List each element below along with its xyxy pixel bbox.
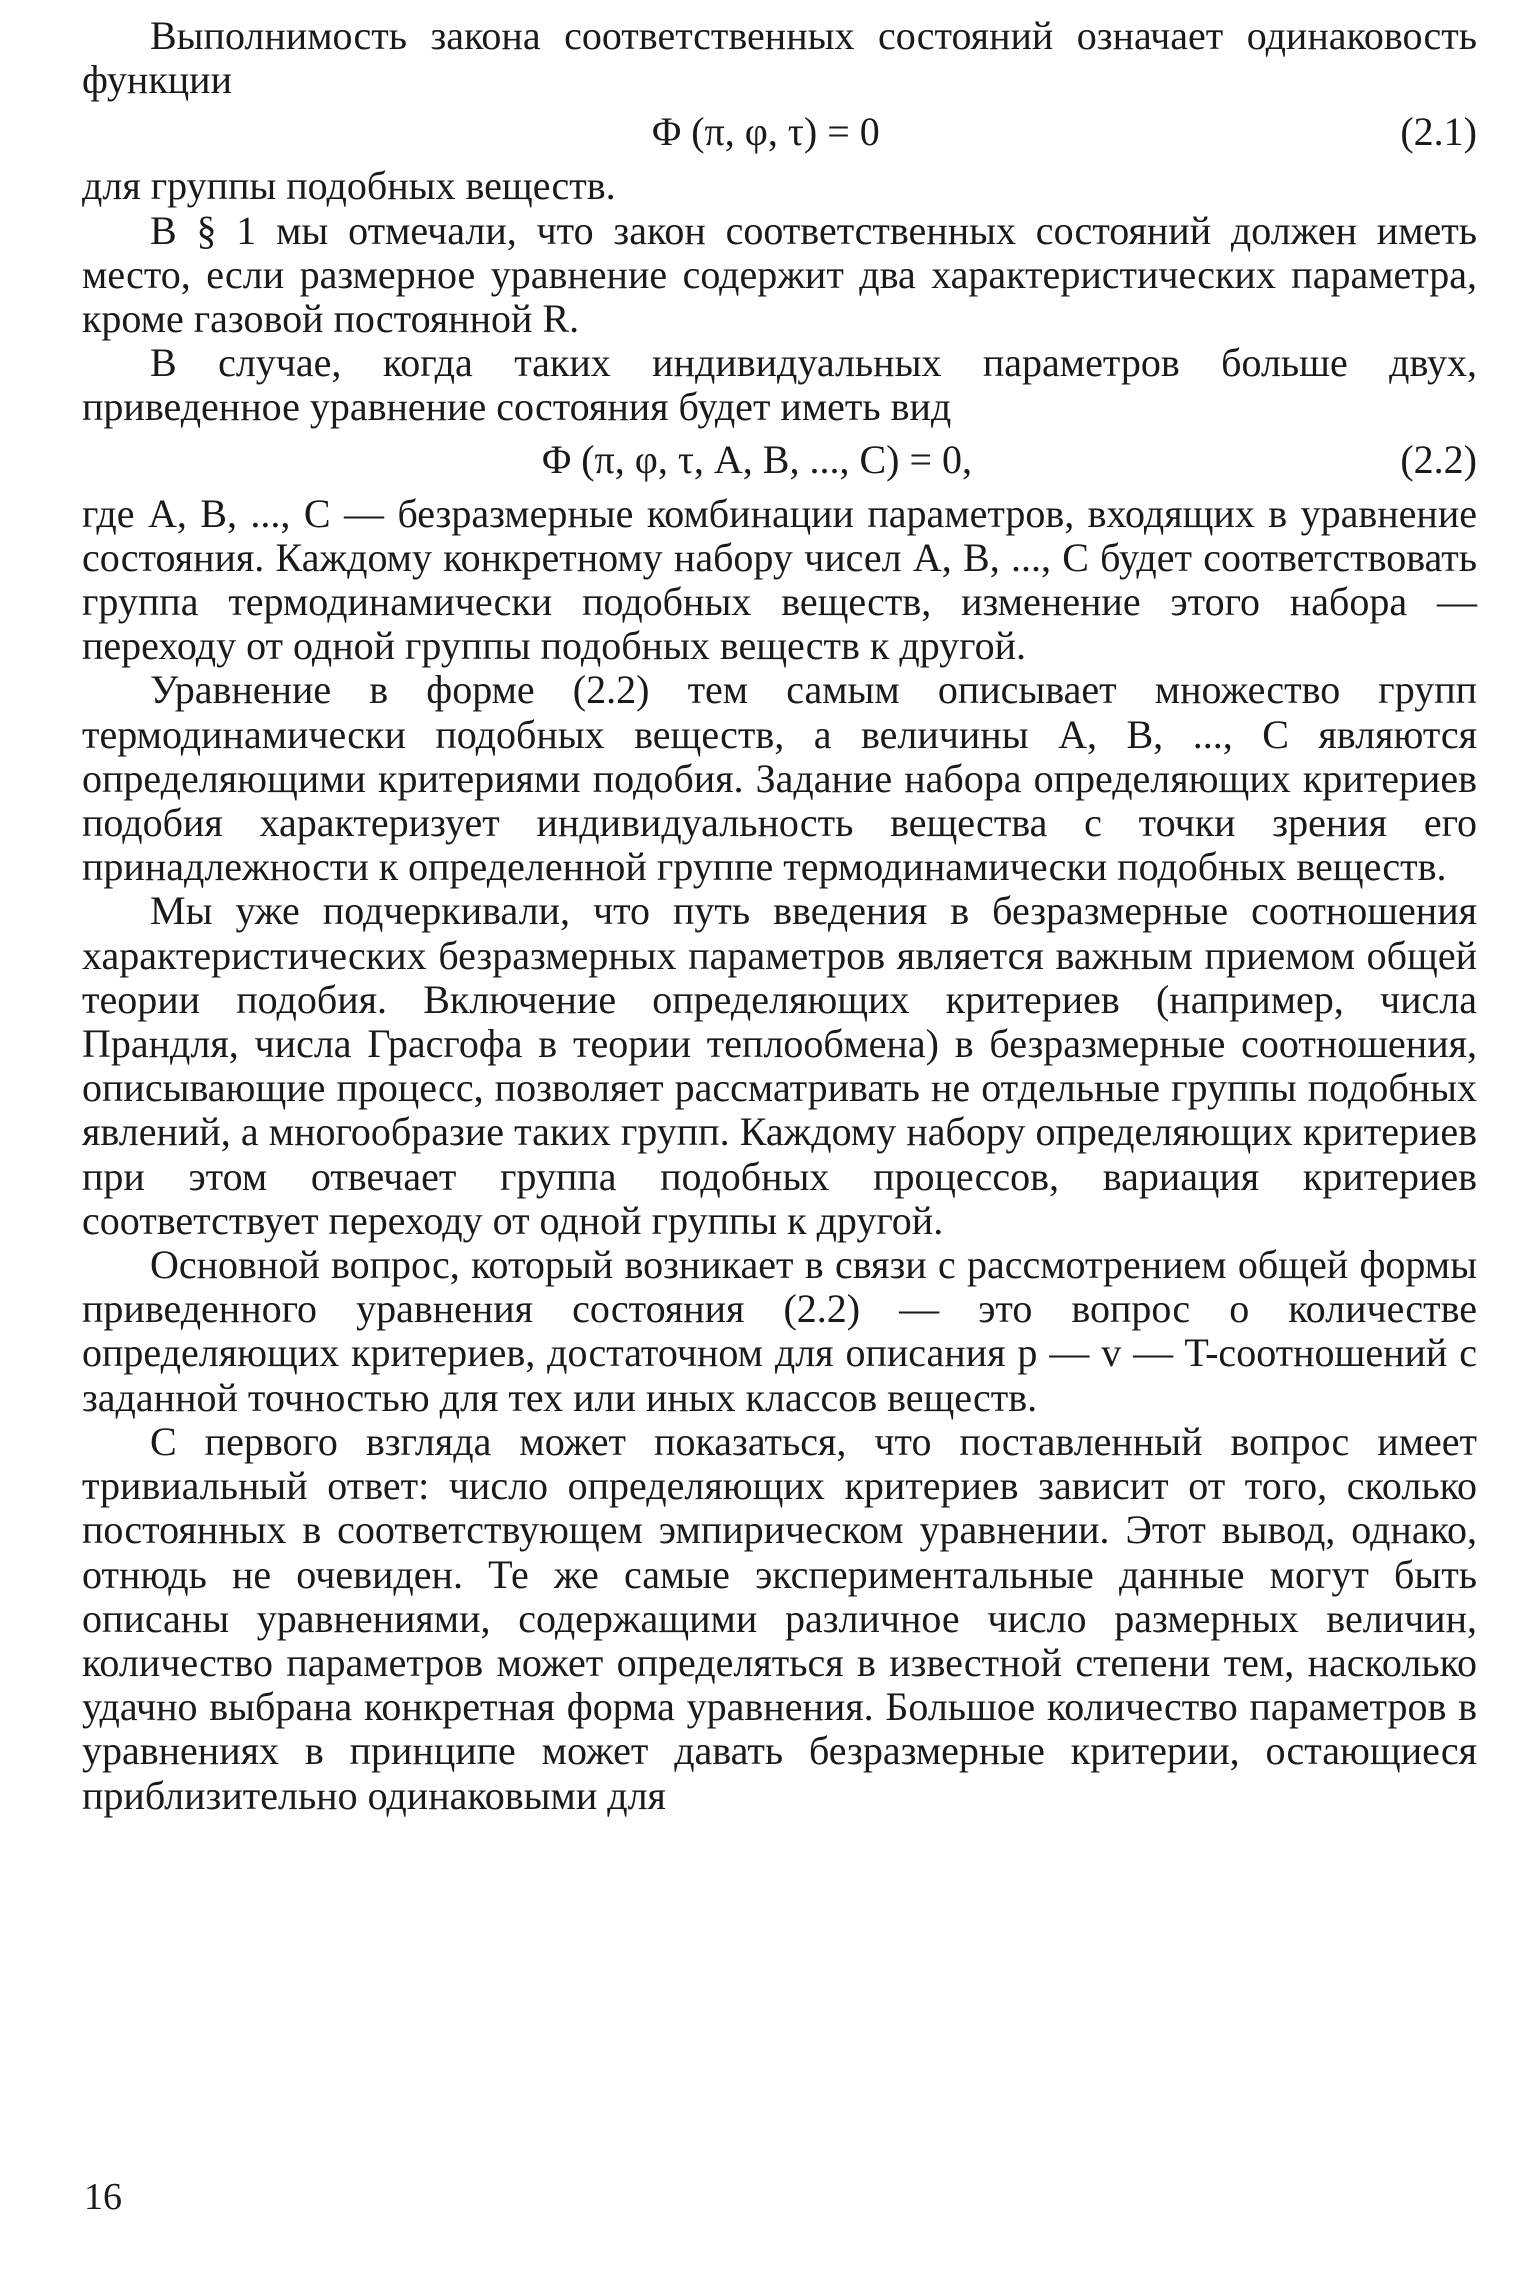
paragraph-2: для группы подобных веществ. [82,163,616,209]
equation-number: (2.1) [1400,109,1477,155]
paragraph-8: Основной вопрос, который возникает в связи с рассмотрением общей формы приведенного уравнения состояния (2.2) — это вопрос о количестве определяющих критериев, достаточном для описания p — v — T-соотношений с заданной точностью для тех или иных классов веществ. [82,1242,1477,1420]
paragraph-1: Выполнимость закона соответственных состояний означает одинаковость функции [82,13,1477,103]
page-number: 16 [84,2176,122,2218]
paragraph-4: В случае, когда таких индивидуальных параметров больше двух, приведенное уравнение состояния будет иметь вид [82,340,1477,430]
page-body [82,14,1477,1818]
equation-formula: Φ (π, φ, τ, A, B, ..., C) = 0, [542,436,973,482]
equation-number: (2.2) [1400,436,1477,482]
paragraph-6: Уравнение в форме (2.2) тем самым описывает множество групп термодинамически подобных веществ, а величины A, B, ..., C являются определяющими критериями подобия. Задание набора определяющих критериев подобия характеризует индивидуальность вещества с точки зрения его принадлежности к определенной группе термодинамически подобных веществ. [82,667,1477,890]
paragraph-7: Мы уже подчеркивали, что путь введения в безразмерные соотношения характеристических безразмерных параметров является важным приемом общей теории подобия. Включение определяющих критериев (например, числа Прандля, числа Грасгофа в теории теплообмена) в безразмерные соотношения, описывающие процесс, позволяет рассматривать не отдельные группы подобных явлений, а многообразие таких групп. Каждому набору определяющих критериев при этом отвечает группа подобных процессов, вариация критериев соответствует переходу от одной группы к другой. [82,888,1477,1243]
paragraph-5: где A, B, ..., C — безразмерные комбинации параметров, входящих в уравнение состояния. Каждому конкретному набору чисел A, B, ..., C будет соответствовать группа термодинамически подобных веществ, изменение этого набора — переходу от одной группы подобных веществ к другой. [82,490,1477,669]
equation-2-2 [82,430,1477,492]
equation-2-1 [82,102,1477,164]
paragraph-9: С первого взгляда может показаться, что поставленный вопрос имеет тривиальный ответ: число определяющих критериев зависит от того, сколько постоянных в соответствующем эмпирическом уравнении. Этот вывод, однако, отнюдь не очевиден. Те же самые экспериментальные данные могут быть описаны уравнениями, содержащими различное число размерных величин, количество параметров может определяться в известной степени тем, насколько удачно выбрана конкретная форма уравнения. Большое количество параметров в уравнениях в принципе может давать безразмерные критерии, остающиеся приблизительно одинаковыми для [82,1418,1477,1818]
equation-formula: Φ (π, φ, τ) = 0 [652,109,880,155]
paragraph-3: В § 1 мы отмечали, что закон соответственных состояний должен иметь место, если размерное уравнение содержит два характеристических параметра, кроме газовой постоянной R. [82,207,1477,342]
